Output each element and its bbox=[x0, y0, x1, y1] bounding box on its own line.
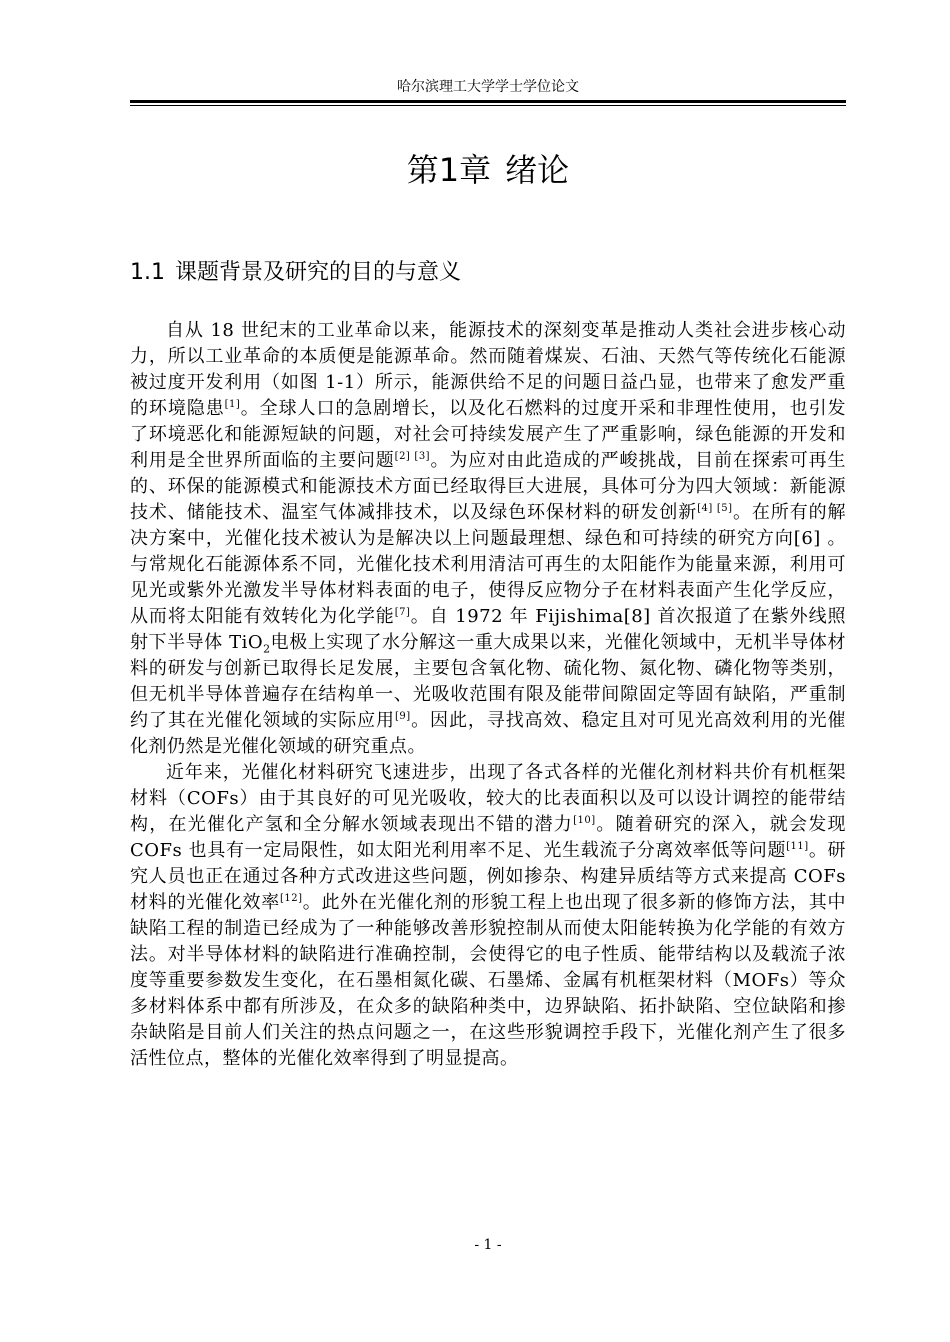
citation: [12] bbox=[279, 893, 303, 904]
header-rule-thin bbox=[130, 105, 846, 106]
paragraph-text: 电极上实现了水分解这一重大成果以来，光催化领域中，无机半导体材料的研发与创新已取得长足发展，主要包含氧化物、硫化物、氮化物、磷化物等类别，但无机半导体普遍存在结构单一、光吸收范围有限及能带间隙固定等固有缺陷，严重制约了其在光催化领域的实际应用 bbox=[130, 632, 846, 731]
section-title bbox=[130, 258, 461, 288]
paragraph-text: 。随着研究的深入，就会发现 COFs 也具有一定局限性，如太阳光利用率不足、光生载流子分离效率低等问题 bbox=[130, 814, 847, 861]
paragraph-1 bbox=[130, 318, 846, 760]
subscript: 2 bbox=[263, 642, 271, 656]
paragraph-text: 。因此，寻找高效、稳定且对可见光高效利用的光催化剂仍然是光催化领域的研究重点。 bbox=[130, 710, 847, 757]
chapter-number: 第1章 bbox=[406, 151, 492, 189]
citation: [1] bbox=[224, 399, 241, 410]
header-rule-thick bbox=[130, 100, 846, 103]
paragraph-text: 近年来，光催化材料研究飞速进步，出现了各式各样的光催化剂材料共价有机框架材料（COFs）由于其良好的可见光吸收，较大的比表面积以及可以设计调控的能带结构，在光催化产氢和全分解水领域表现出不错的潜力 bbox=[130, 762, 846, 835]
paragraph-text: 自从 18 世纪末的工业革命以来，能源技术的深刻变革是推动人类社会进步核心动力，所以工业革命的本质便是能源革命。然而随着煤炭、石油、天然气等传统化石能源被过度开发利用（如图 1-1）所示，能源供给不足的问题日益凸显，也带来了愈发严重的环境隐患 bbox=[130, 320, 846, 419]
section-name: 课题背景及研究的目的与意义 bbox=[175, 260, 462, 285]
paragraph-2 bbox=[130, 760, 846, 1072]
chapter-title bbox=[130, 150, 846, 190]
citation: [7] bbox=[394, 607, 411, 618]
running-header: 哈尔滨理工大学学士学位论文 bbox=[397, 79, 579, 95]
paragraph-text: 。此外在光催化剂的形貌工程上也出现了很多新的修饰方法，其中缺陷工程的制造已经成为了一种能够改善形貌控制从而使太阳能转换为化学能的有效方法。对半导体材料的缺陷进行准确控制，会使得它的电子性质、能带结构以及载流子浓度等重要参数发生变化，在石墨相氮化碳、石墨烯、金属有机框架材料（MOFs）等众多材料体系中都有所涉及，在众多的缺陷种类中，边界缺陷、拓扑缺陷、空位缺陷和掺杂缺陷是目前人们关注的热点问题之一，在这些形貌调控手段下，光催化剂产生了很多活性位点，整体的光催化效率得到了明显提高。 bbox=[130, 892, 847, 1069]
citation: [11] bbox=[786, 841, 809, 852]
citation: [4] [5] bbox=[697, 503, 733, 514]
paragraph-text: 。在所有的解决方案中，光催化技术被认为是解决以上问题最理想、绿色和可持续的研究方向[6] 。与常规化石能源体系不同，光催化技术利用清洁可再生的太阳能作为能量来源，利用可见光或紫外光激发半导体材料表面的电子，使得反应物分子在材料表面产生化学反应，从而将太阳能有效转化为化学能 bbox=[130, 502, 847, 627]
chapter-name: 绪论 bbox=[505, 151, 570, 189]
paragraph-text: 。自 1972 年 Fijishima[8] 首次报道了在紫外线照射下半导体 TiO bbox=[130, 606, 846, 653]
citation: [10] bbox=[573, 815, 596, 826]
section-number: 1.1 bbox=[130, 260, 165, 285]
paragraph-text: 。为应对由此造成的严峻挑战，目前在探索可再生的、环保的能源模式和能源技术方面已经取得巨大进展，具体可分为四大领域：新能源技术、储能技术、温室气体减排技术，以及绿色环保材料的研发创新 bbox=[130, 450, 847, 523]
page-number: - 1 - bbox=[474, 1237, 502, 1253]
citation: [2] [3] bbox=[394, 451, 431, 462]
paragraph-text: 。全球人口的急剧增长，以及化石燃料的过度开采和非理性使用，也引发了环境恶化和能源短缺的问题，对社会可持续发展产生了严重影响，绿色能源的开发和利用是全世界所面临的主要问题 bbox=[130, 398, 846, 471]
body-text bbox=[130, 318, 846, 1072]
paragraph-text: 。研究人员也正在通过各种方式改进这些问题，例如掺杂、构建异质结等方式来提高 COFs 材料的光催化效率 bbox=[130, 840, 846, 913]
citation: [9] bbox=[395, 711, 411, 722]
